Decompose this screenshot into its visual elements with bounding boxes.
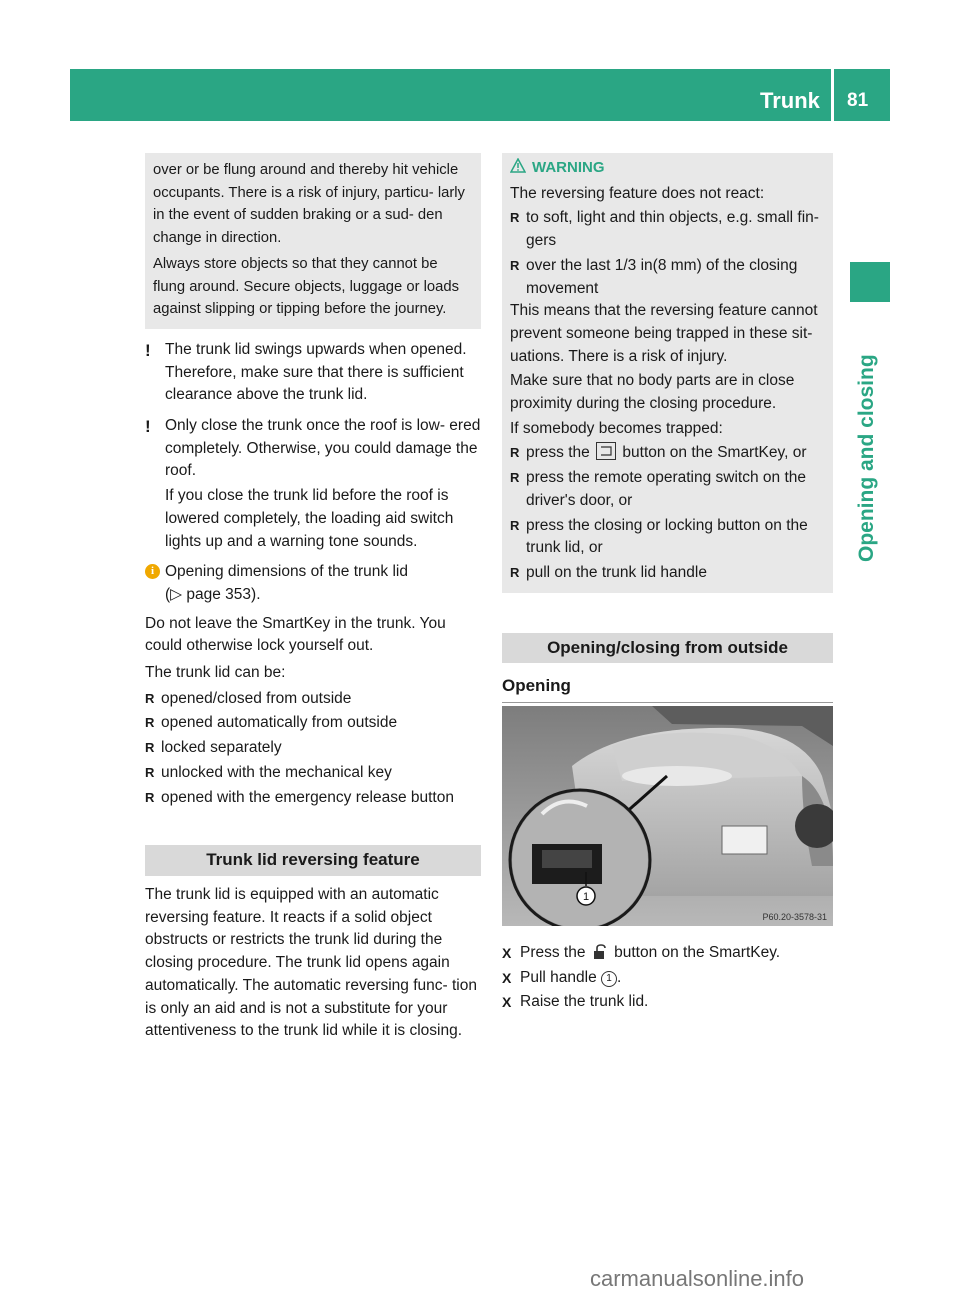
body-paragraph: The trunk lid can be:	[145, 664, 286, 682]
warning-text: This means that the reversing feature cannot prevent someone being trapped in these sit- uations. There is a risk of injury.	[510, 302, 818, 365]
list-item: R over the last 1/3 in(8 mm) of the closing movement	[510, 256, 798, 297]
bullet-icon: R	[145, 690, 155, 706]
section-heading: Trunk lid reversing feature	[145, 845, 481, 876]
list-item: R to soft, light and thin objects, e.g. small fin- gers	[510, 209, 819, 250]
capability-list	[145, 688, 481, 810]
watermark: carmanualsonline.info	[590, 1266, 805, 1291]
list-item: R unlocked with the mechanical key	[145, 762, 481, 785]
warning-paragraph: Always store objects so that they cannot be flung around. Secure objects, luggage or loads against slipping or tipping before the journey.	[153, 255, 460, 318]
warning-text: The reversing feature does not react:	[510, 184, 765, 202]
step-item: X Press the button on the SmartKey.	[502, 942, 833, 965]
right-column	[502, 153, 833, 703]
warning-box	[502, 153, 833, 593]
step-arrow-icon: X	[502, 969, 512, 986]
bullet-icon: R	[510, 470, 520, 486]
step-arrow-icon: X	[502, 994, 512, 1011]
section-paragraph: The trunk lid is equipped with an automatic reversing feature. It reacts if a solid object obstructs or restricts the trunk lid during the closing procedure. The trunk lid opens again automatically. The automatic reversing func- tion is only an aid and is not a substitute for your attentiveness to the trunk lid while it is closing.	[145, 885, 477, 1040]
side-tab-label: Opening and closing	[855, 354, 878, 562]
side-tab-marker	[850, 262, 890, 302]
warning-triangle-icon	[510, 158, 526, 173]
warning-paragraph: over or be flung around and thereby hit vehicle occupants. There is a risk of injury, particu- larly in the event of sudden braking or a sud- den change in direction.	[153, 162, 465, 247]
notice-text: Only close the trunk once the roof is low- ered completely. Otherwise, you could damage the roof.	[165, 417, 481, 480]
opening-steps	[502, 940, 833, 1014]
callout-number: 1	[601, 971, 617, 987]
notice-text: If you close the trunk lid before the roof is lowered completely, the loading aid switch lights up and a warning tone sounds.	[165, 487, 454, 550]
list-item: R press the closing or locking button on the trunk lid, or	[510, 516, 808, 557]
list-item: R press the button on the SmartKey, or	[510, 442, 825, 465]
car-rear-illustration	[502, 706, 833, 926]
notice-text: The trunk lid swings upwards when opened. Therefore, make sure that there is sufficient clearance above the trunk lid.	[165, 340, 467, 404]
warning-text: Make sure that no body parts are in close proximity during the closing procedure.	[510, 372, 795, 413]
step-arrow-icon: X	[502, 945, 512, 961]
bullet-icon: R	[510, 210, 520, 226]
unlock-key-icon	[592, 944, 608, 960]
photo-code: P60.20-3578-31	[762, 912, 827, 922]
body-paragraph: Do not leave the SmartKey in the trunk. You could otherwise lock yourself out.	[145, 614, 446, 655]
list-item: R opened with the emergency release button	[145, 787, 481, 810]
page-reference-link[interactable]: (▷ page 353).	[165, 585, 261, 603]
photo-callout-number: 1	[582, 891, 590, 903]
page-number: 81	[847, 90, 869, 111]
bullet-icon: R	[510, 517, 520, 533]
left-column	[145, 153, 481, 1043]
bullet-icon: R	[145, 764, 155, 780]
list-item: R press the remote operating switch on the driver's door, or	[510, 469, 807, 509]
bullet-icon: R	[145, 740, 155, 756]
bullet-icon: R	[510, 564, 520, 580]
exclamation-icon: !	[145, 340, 151, 360]
info-item	[145, 561, 481, 606]
info-icon: i	[145, 564, 160, 579]
bullet-icon: R	[510, 445, 520, 461]
trunk-key-icon	[596, 442, 616, 460]
step-item: X Pull handle 1 .	[502, 967, 833, 990]
bullet-icon: R	[510, 257, 520, 273]
warning-title: WARNING	[510, 157, 825, 180]
trunk-photo	[502, 706, 833, 926]
bullet-icon: R	[145, 715, 155, 731]
step-item: X Raise the trunk lid.	[502, 991, 833, 1014]
header-separator	[831, 69, 834, 121]
exclamation-icon: !	[145, 417, 151, 437]
notice-item	[145, 339, 481, 407]
list-item: R locked separately	[145, 737, 481, 760]
list-item: R opened automatically from outside	[145, 712, 481, 735]
warning-text: If somebody becomes trapped:	[510, 419, 723, 437]
list-item: R opened/closed from outside	[145, 688, 481, 711]
bullet-icon: R	[145, 789, 155, 805]
header-title: Trunk	[760, 88, 820, 113]
notice-item	[145, 415, 481, 553]
continued-warning-box	[145, 153, 481, 329]
list-item: R pull on the trunk lid handle	[510, 562, 825, 585]
section-heading: Opening/closing from outside	[502, 633, 833, 664]
subheading: Opening	[502, 675, 833, 703]
info-text: Opening dimensions of the trunk lid	[165, 563, 408, 581]
